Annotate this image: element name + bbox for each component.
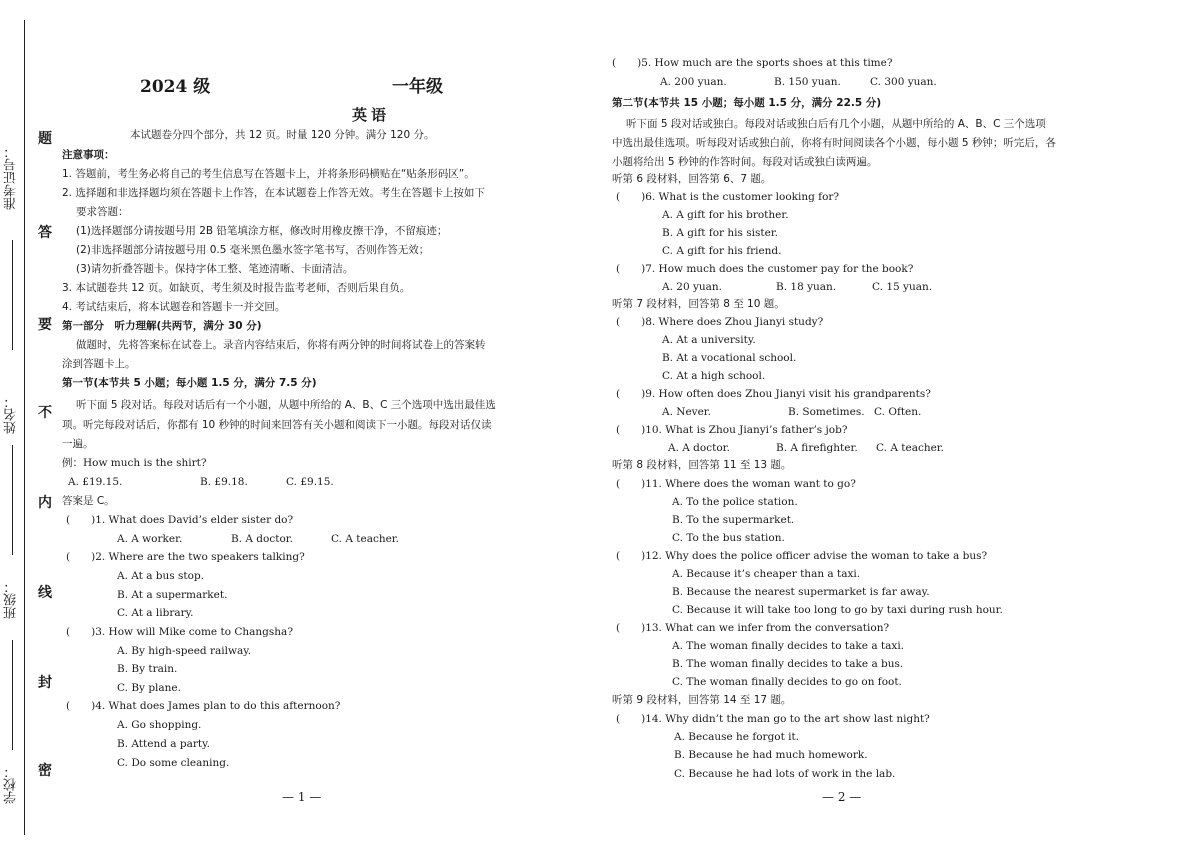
section2-desc: 听下面 5 段对话或独白。每段对话或独白后有几个小题，从题中所给的 A、B、C 三个选项	[626, 118, 1046, 130]
school-label: 学校：	[4, 765, 19, 804]
option-b: B. At a supermarket.	[117, 589, 228, 601]
option-a: A. Never.	[662, 406, 712, 418]
exam-number-label: 准考证号：	[4, 145, 19, 210]
exam-subject: 英语	[352, 106, 391, 124]
section1-title: 第一节(本节共 5 小题；每小题 1.5 分，满分 7.5 分)	[62, 377, 317, 389]
part1-desc: 涂到答题卡上。	[62, 358, 136, 370]
section2-desc: 小题将给出 5 秒钟的作答时间。每段对话或独白读两遍。	[612, 156, 878, 168]
option-a: A. A worker.	[117, 533, 183, 545]
page-number: — 1 —	[282, 790, 322, 804]
option-c: C. Often.	[874, 406, 922, 418]
option-a: A. 20 yuan.	[662, 281, 723, 293]
exam-grade: 一年级	[392, 77, 443, 97]
group-title: 听第 8 段材料，回答第 11 至 13 题。	[612, 459, 792, 471]
exam-intro: 本试题卷分四个部分，共 12 页。时量 120 分钟。满分 120 分。	[130, 129, 435, 141]
option-b: B. A doctor.	[231, 533, 293, 545]
option-c: C. £9.15.	[286, 476, 334, 488]
option-c: C. Do some cleaning.	[117, 757, 230, 769]
option-a: A. Because he forgot it.	[674, 731, 800, 743]
note-item: (1)选择题部分请按题号用 2B 铅笔填涂方框，修改时用橡皮擦干净，不留痕迹；	[76, 225, 448, 237]
option-c: C. 300 yuan.	[870, 76, 937, 88]
option-c: C. The woman finally decides to go on foot.	[672, 676, 902, 688]
option-c: C. A teacher.	[331, 533, 400, 545]
question-stem: ( )10. What is Zhou Jianyi’s father’s job?	[616, 424, 848, 436]
name-blank	[12, 445, 13, 555]
question-stem: ( )6. What is the customer looking for?	[616, 191, 840, 203]
question-stem: ( )9. How often does Zhou Jianyi visit his grandparents?	[616, 388, 931, 400]
example-question: 例：How much is the shirt?	[62, 457, 207, 469]
binding-char: 内	[38, 495, 52, 511]
class-blank	[12, 640, 13, 750]
option-b: B. Because the nearest supermarket is far away.	[672, 586, 930, 598]
exam-number-blank	[12, 240, 13, 350]
option-a: A. A gift for his brother.	[662, 209, 789, 221]
question-stem: ( )3. How will Mike come to Changsha?	[66, 626, 293, 638]
option-a: A. The woman finally decides to take a taxi.	[672, 640, 905, 652]
option-b: B. Because he had much homework.	[674, 749, 868, 761]
binding-char: 要	[38, 317, 52, 333]
binding-char: 封	[38, 675, 52, 691]
option-c: C. Because it will take too long to go by taxi during rush hour.	[672, 604, 1003, 616]
question-stem: ( )2. Where are the two speakers talking?	[66, 551, 305, 563]
option-b: B. Attend a party.	[117, 738, 210, 750]
group-title: 听第 7 段材料，回答第 8 至 10 题。	[612, 298, 785, 310]
option-b: B. To the supermarket.	[672, 514, 795, 526]
binding-line	[24, 20, 25, 835]
option-c: C. 15 yuan.	[872, 281, 933, 293]
question-stem: ( )7. How much does the customer pay for the book?	[616, 263, 914, 275]
name-label: 姓名：	[4, 395, 19, 434]
question-stem: ( )5. How much are the sports shoes at this time?	[612, 57, 893, 69]
option-b: B. At a vocational school.	[662, 352, 797, 364]
question-stem: ( )14. Why didn’t the man go to the art show last night?	[616, 713, 930, 725]
question-stem: ( )11. Where does the woman want to go?	[616, 478, 856, 490]
option-c: C. A teacher.	[876, 442, 945, 454]
option-b: B. A firefighter.	[776, 442, 858, 454]
option-a: A. Go shopping.	[117, 719, 202, 731]
exam-year: 2024 级	[140, 77, 211, 97]
option-c: C. At a library.	[117, 607, 194, 619]
question-stem: ( )13. What can we infer from the conversation?	[616, 622, 890, 634]
option-b: B. 150 yuan.	[774, 76, 841, 88]
note-item: 4. 考试结束后，将本试题卷和答题卡一并交回。	[62, 301, 286, 313]
option-a: A. 200 yuan.	[660, 76, 727, 88]
page-number: — 2 —	[822, 790, 862, 804]
option-a: A. £19.15.	[68, 476, 123, 488]
binding-char: 题	[38, 131, 52, 147]
note-item: (2)非选择题部分请按题号用 0.5 毫米黑色墨水签字笔书写，否则作答无效；	[76, 244, 430, 256]
section2-title: 第二节(本节共 15 小题；每小题 1.5 分，满分 22.5 分)	[612, 97, 882, 109]
section1-desc: 项。听完每段对话后，你都有 10 秒钟的时间来回答有关小题和阅读下一小题。每段对话仅读	[62, 419, 492, 431]
note-item: 2. 选择题和非选择题均须在答题卡上作答，在本试题卷上作答无效。考生在答题卡上按如下	[62, 187, 485, 199]
binding-char: 线	[38, 585, 52, 601]
note-item: 3. 本试题卷共 12 页。如缺页，考生须及时报告监考老师，否则后果自负。	[62, 282, 411, 294]
question-stem: ( )8. Where does Zhou Jianyi study?	[616, 316, 824, 328]
binding-char: 密	[38, 763, 52, 779]
option-c: C. At a high school.	[662, 370, 766, 382]
option-c: C. To the bus station.	[672, 532, 785, 544]
binding-char: 不	[38, 405, 52, 421]
option-b: B. Sometimes.	[788, 406, 865, 418]
option-c: C. Because he had lots of work in the lab.	[674, 768, 896, 780]
option-a: A. By high-speed railway.	[117, 645, 252, 657]
option-b: B. By train.	[117, 663, 178, 675]
section1-desc: 听下面 5 段对话。每段对话后有一个小题，从题中所给的 A、B、C 三个选项中选出最佳选	[76, 399, 496, 411]
option-b: B. £9.18.	[200, 476, 248, 488]
option-a: A. To the police station.	[672, 496, 798, 508]
question-stem: ( )12. Why does the police officer advise the woman to take a bus?	[616, 550, 988, 562]
question-stem: ( )1. What does David’s elder sister do?	[66, 514, 294, 526]
part1-desc: 做题时，先将答案标在试卷上。录音内容结束后，你将有两分钟的时间将试卷上的答案转	[76, 339, 486, 351]
section1-desc: 一遍。	[62, 438, 94, 450]
option-b: B. 18 yuan.	[776, 281, 837, 293]
option-b: B. The woman finally decides to take a bus.	[672, 658, 904, 670]
option-a: A. At a bus stop.	[117, 570, 205, 582]
binding-char: 答	[38, 225, 52, 241]
option-a: A. A doctor.	[668, 442, 730, 454]
group-title: 听第 9 段材料，回答第 14 至 17 题。	[612, 694, 792, 706]
note-item: 1. 答题前，考生务必将自己的考生信息写在答题卡上，并将条形码横贴在“贴条形码区”。	[62, 168, 475, 180]
section2-desc: 中选出最佳选项。听每段对话或独白前，你将有时间阅读各个小题，每小题 5 秒钟；听完后，各	[612, 137, 1056, 149]
class-label: 班级：	[4, 580, 19, 619]
group-title: 听第 6 段材料，回答第 6、7 题。	[612, 173, 772, 185]
option-b: B. A gift for his sister.	[662, 227, 779, 239]
option-c: C. A gift for his friend.	[662, 245, 782, 257]
option-a: A. Because it’s cheaper than a taxi.	[672, 568, 861, 580]
option-c: C. By plane.	[117, 682, 181, 694]
option-a: A. At a university.	[662, 334, 756, 346]
part1-title: 第一部分 听力理解(共两节，满分 30 分)	[62, 320, 262, 332]
notes-title: 注意事项：	[62, 149, 115, 161]
example-answer: 答案是 C。	[62, 495, 115, 507]
question-stem: ( )4. What does James plan to do this afternoon?	[66, 700, 341, 712]
note-item: 要求答题：	[76, 206, 129, 218]
note-item: (3)请勿折叠答题卡。保持字体工整、笔迹清晰、卡面清洁。	[76, 263, 354, 275]
